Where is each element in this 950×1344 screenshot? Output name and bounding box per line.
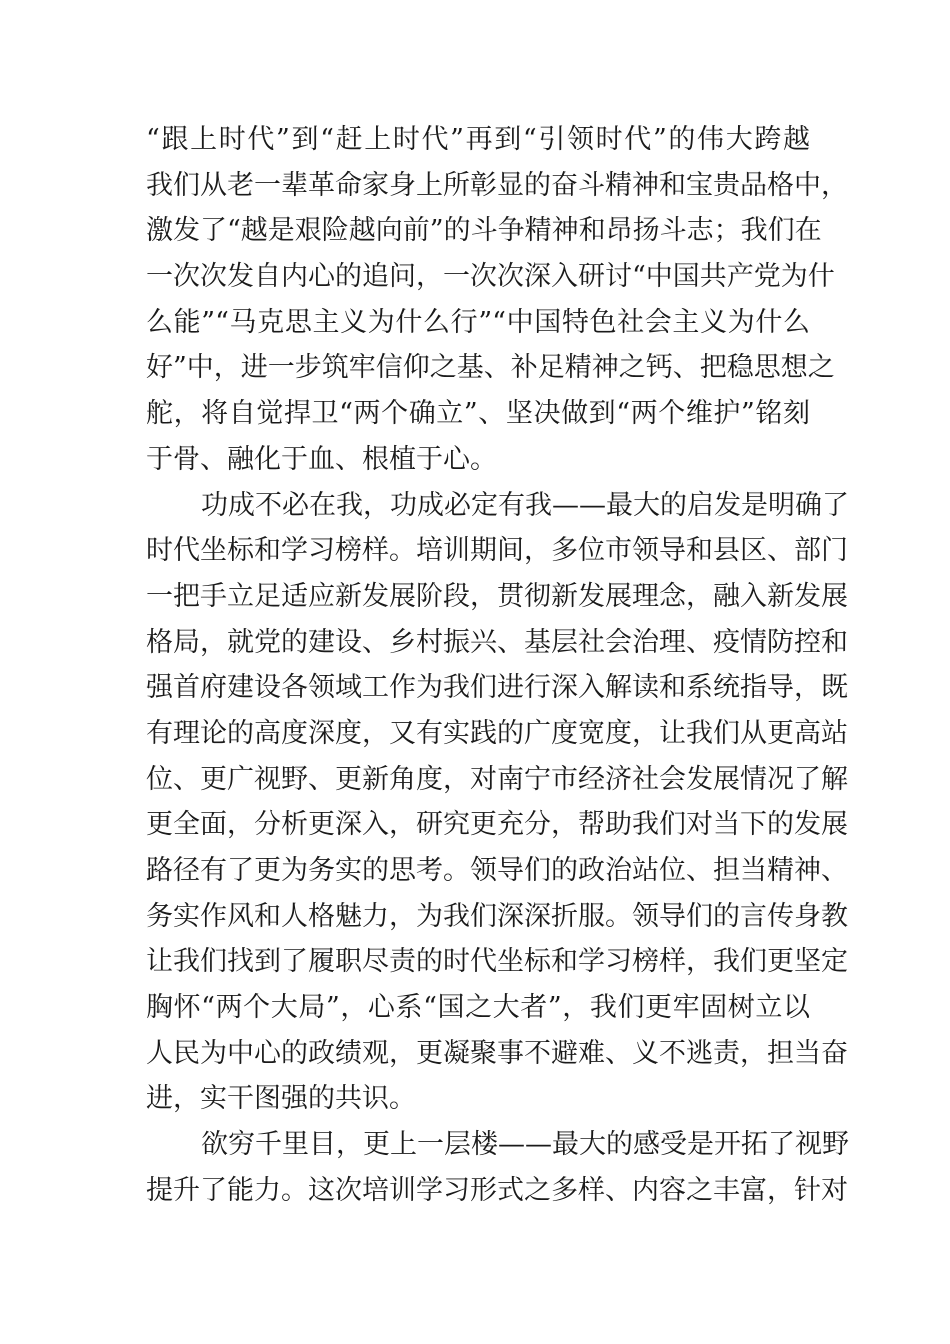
text-line: 胸怀“两个大局”，心系“国之大者”，我们更牢固树立以 <box>146 992 810 1024</box>
text-line: 更全面，分析更深入，研究更充分，帮助我们对当下的发展 <box>146 809 848 841</box>
text-line: 让我们找到了履职尽责的时代坐标和学习榜样，我们更坚定 <box>146 946 848 978</box>
text-line: 么能”“马克思主义为什么行”“中国特色社会主义为什么 <box>146 306 810 338</box>
text-line: 好”中，进一步筑牢信仰之基、补足精神之钙、把稳思想之 <box>146 352 835 384</box>
text-line: 务实作风和人格魅力，为我们深深折服。领导们的言传身教 <box>146 900 848 932</box>
text-line: “跟上时代”到“赶上时代”再到“引领时代”的伟大跨越 <box>146 124 810 155</box>
text-line: 激发了“越是艰险越向前”的斗争精神和昂扬斗志；我们在 <box>146 215 822 247</box>
paragraph-first-line: 欲穷千里目，更上一层楼——最大的感受是开拓了视野 <box>201 1129 849 1161</box>
text-line: 一把手立足适应新发展阶段，贯彻新发展理念，融入新发展 <box>146 580 848 612</box>
text-line: 一次次发自内心的追问，一次次深入研讨“中国共产党为什 <box>146 261 835 293</box>
text-line: 格局，就党的建设、乡村振兴、基层社会治理、疫情防控和 <box>146 626 848 658</box>
document-body <box>146 117 849 1214</box>
text-line: 人民为中心的政绩观，更凝聚事不避难、义不逃责，担当奋 <box>146 1037 848 1069</box>
paragraph-first-line: 功成不必在我，功成必定有我——最大的启发是明确了 <box>201 489 849 521</box>
text-line: 提升了能力。这次培训学习形式之多样、内容之丰富，针对 <box>146 1174 848 1206</box>
text-line: 时代坐标和学习榜样。培训期间，多位市领导和县区、部门 <box>146 535 848 567</box>
text-line: 路径有了更为务实的思考。领导们的政治站位、担当精神、 <box>146 855 848 886</box>
text-line: 进，实干图强的共识。 <box>146 1083 416 1115</box>
text-line: 舵，将自觉捍卫“两个确立”、坚决做到“两个维护”铭刻 <box>146 398 810 430</box>
text-line: 我们从老一辈革命家身上所彰显的奋斗精神和宝贵品格中， <box>146 169 848 201</box>
text-line: 强首府建设各领域工作为我们进行深入解读和系统指导，既 <box>146 672 848 704</box>
text-line: 于骨、融化于血、根植于心。 <box>146 443 497 475</box>
text-line: 有理论的高度深度，又有实践的广度宽度，让我们从更高站 <box>146 717 848 749</box>
text-line: 位、更广视野、更新角度，对南宁市经济社会发展情况了解 <box>146 763 848 795</box>
